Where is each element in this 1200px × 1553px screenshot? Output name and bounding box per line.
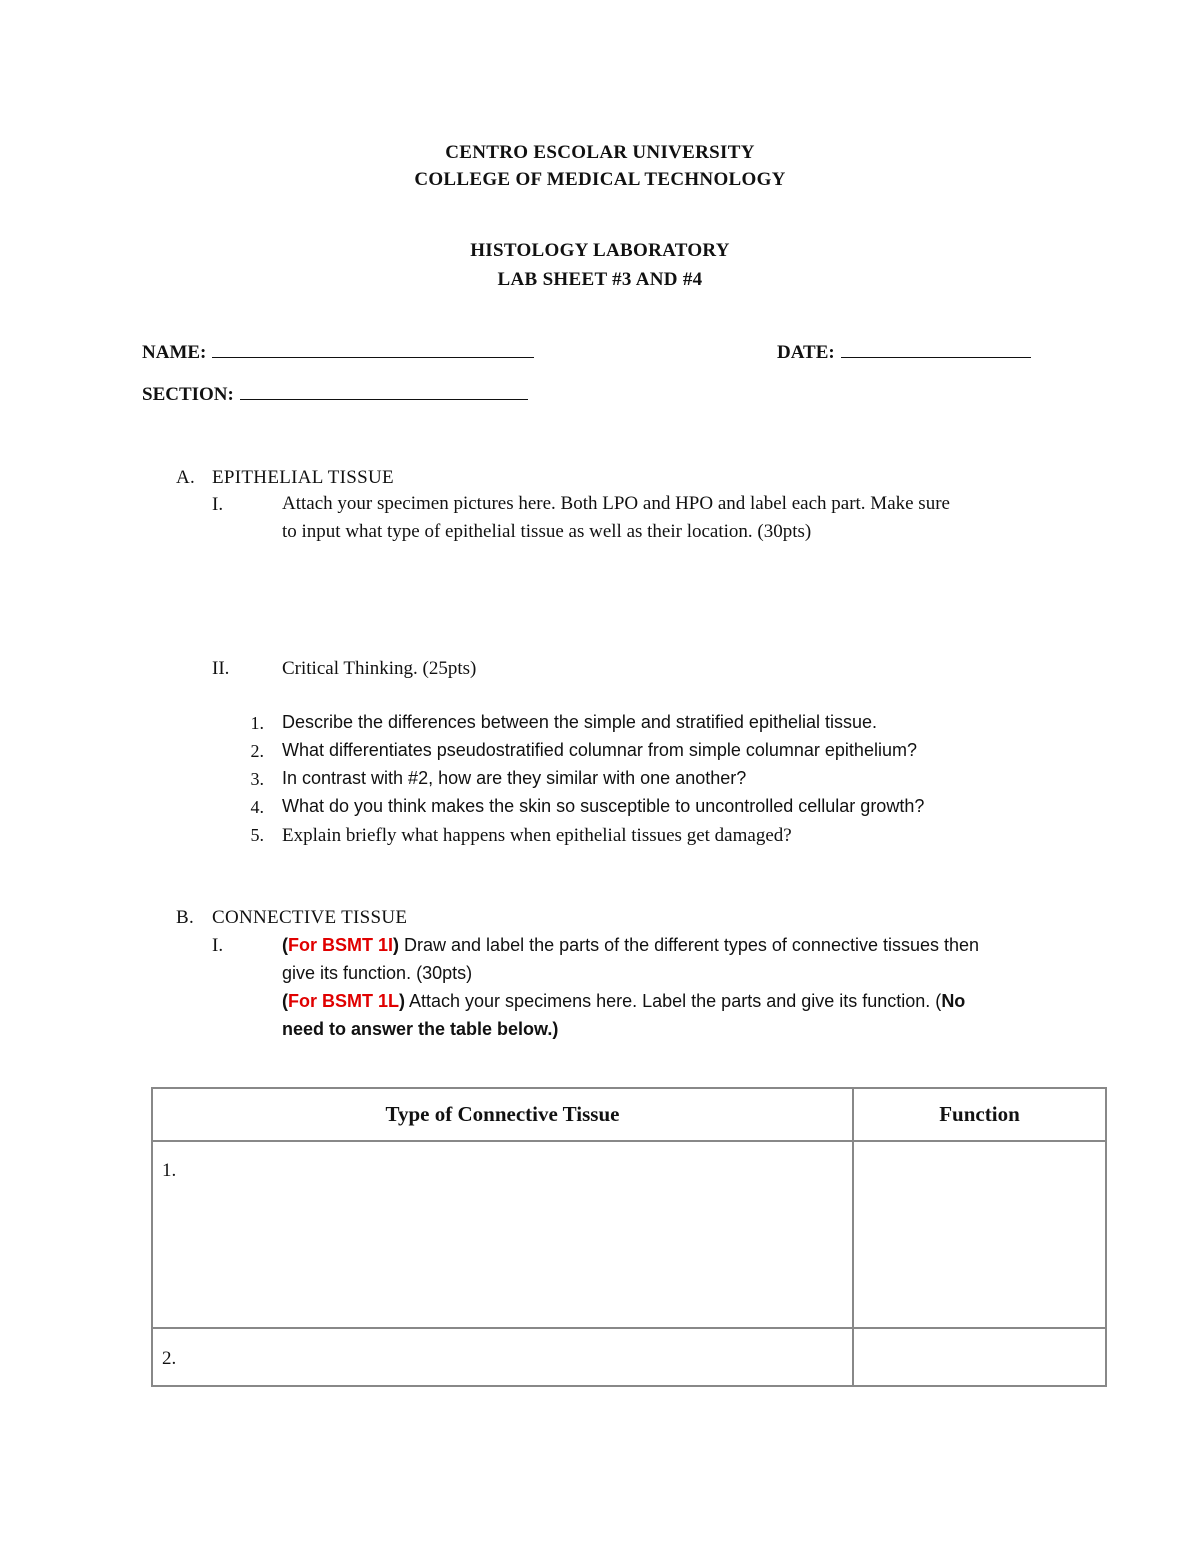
open-paren: ( <box>282 935 288 955</box>
name-field <box>142 339 534 364</box>
table-header-row <box>152 1088 1106 1141</box>
name-blank[interactable] <box>212 339 534 358</box>
date-label: DATE: <box>777 342 835 363</box>
question-text: In contrast with #2, how are they similar with one another? <box>282 768 747 788</box>
question-text: Describe the differences between the simple and stratified epithelial tissue. <box>282 712 878 732</box>
subject-title: HISTOLOGY LABORATORY <box>470 240 730 261</box>
bsmt-1i-line2: give its function. (30pts) <box>282 963 473 983</box>
bsmt-1l-tag: For BSMT 1L <box>288 991 399 1011</box>
connective-tissue-table <box>151 1087 1107 1387</box>
lab-sheet-title: LAB SHEET #3 AND #4 <box>497 269 703 290</box>
function-cell[interactable] <box>853 1141 1106 1328</box>
column-header-type: Type of Connective Tissue <box>152 1088 853 1141</box>
section-a-title: EPITHELIAL TISSUE <box>212 467 394 488</box>
type-cell[interactable] <box>152 1141 853 1328</box>
question-text: What do you think makes the skin so susceptible to uncontrolled cellular growth? <box>282 796 925 816</box>
question-number: 2. <box>250 741 264 761</box>
question-text: Explain briefly what happens when epithelial tissues get damaged? <box>282 825 792 846</box>
critical-thinking-title: Critical Thinking. (25pts) <box>282 658 477 679</box>
type-cell[interactable] <box>152 1328 853 1386</box>
name-label: NAME: <box>142 342 207 363</box>
row-number: 1. <box>162 1160 177 1181</box>
date-blank[interactable] <box>841 339 1031 358</box>
date-field <box>777 339 1031 364</box>
section-label: SECTION: <box>142 384 234 405</box>
column-header-function: Function <box>853 1088 1106 1141</box>
section-a-part2-numeral: II. <box>212 658 230 679</box>
section-a-part1-line2: to input what type of epithelial tissue as well as their location. (30pts) <box>282 521 812 542</box>
college-name: COLLEGE OF MEDICAL TECHNOLOGY <box>414 169 786 190</box>
bsmt-1i-instruction: Draw and label the parts of the different types of connective tissues then <box>399 935 980 955</box>
bsmt-1l-instruction: Attach your specimens here. Label the parts and give its function. ( <box>405 991 942 1011</box>
row-number: 2. <box>162 1348 177 1369</box>
close-paren: ) <box>399 991 405 1011</box>
question-number: 4. <box>250 797 264 817</box>
section-a-part1-numeral: I. <box>212 494 224 515</box>
section-blank[interactable] <box>240 381 528 400</box>
bsmt-1l-line <box>282 987 979 1015</box>
table-row <box>152 1328 1106 1386</box>
function-cell[interactable] <box>853 1328 1106 1386</box>
no-need-note: No <box>941 991 966 1011</box>
section-b-part1-numeral: I. <box>212 935 224 956</box>
section-a-part1-line1: Attach your specimen pictures here. Both LPO and HPO and label each part. Make sure <box>282 493 950 514</box>
close-paren: ) <box>393 935 400 955</box>
no-need-note-line2: need to answer the table below.) <box>282 1019 559 1039</box>
university-name: CENTRO ESCOLAR UNIVERSITY <box>445 142 755 163</box>
question-number: 1. <box>250 713 264 733</box>
section-a-letter: A. <box>176 467 196 488</box>
question-number: 3. <box>250 769 264 789</box>
section-b-part1-instructions <box>282 931 979 1043</box>
open-paren: ( <box>282 991 288 1011</box>
section-b-letter: B. <box>176 907 195 928</box>
question-number: 5. <box>250 825 264 845</box>
bsmt-1i-tag: For BSMT 1I <box>288 935 394 955</box>
bsmt-1i-line <box>282 931 979 959</box>
table-row <box>152 1141 1106 1328</box>
section-a-part1-instructions <box>282 490 950 546</box>
question-text: What differentiates pseudostratified columnar from simple columnar epithelium? <box>282 740 917 760</box>
section-field <box>142 381 528 406</box>
section-b-title: CONNECTIVE TISSUE <box>212 907 408 928</box>
